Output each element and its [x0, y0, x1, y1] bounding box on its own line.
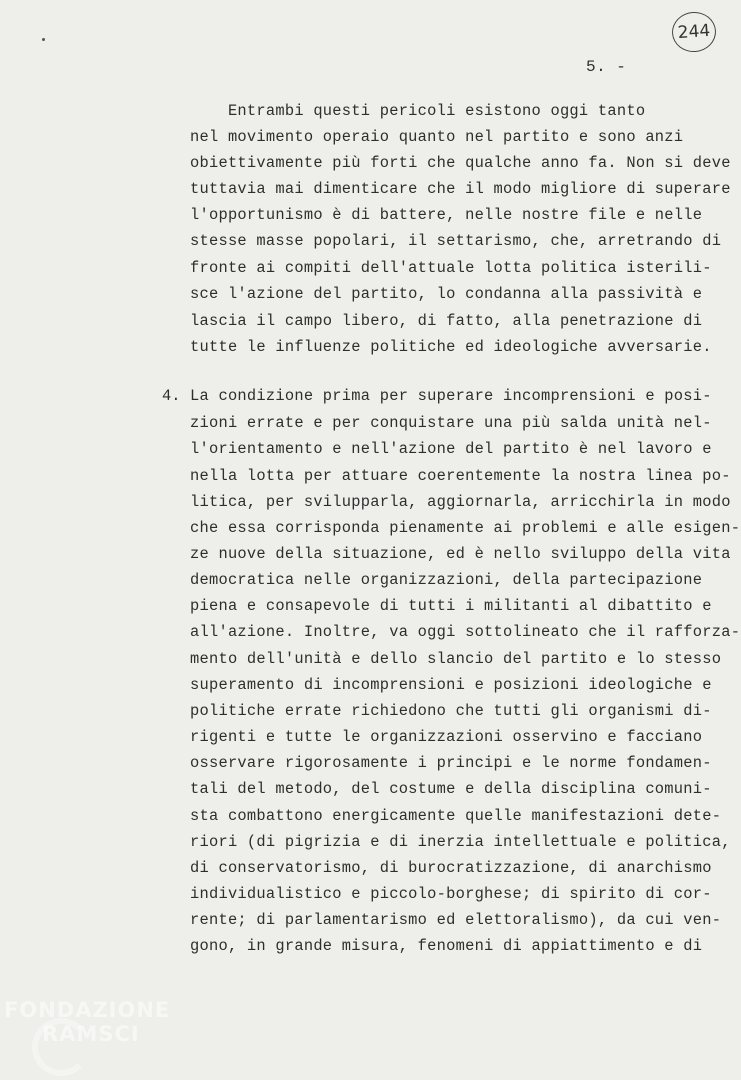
page-number: 5. -	[586, 58, 627, 76]
text-line: rente; di parlamentarismo ed elettoralismo), da cui ven-	[190, 911, 722, 929]
text-line: l'opportunismo è di battere, nelle nostre file e nelle	[190, 206, 703, 224]
text-line: lascia il campo libero, di fatto, alla penetrazione di	[190, 312, 703, 330]
text-line: tutte le influenze politiche ed ideologiche avversarie.	[190, 338, 712, 356]
text-line: osservare rigorosamente i principi e le norme fondamen-	[190, 754, 712, 772]
text-line: l'orientamento e nell'azione del partito è nel lavoro e	[190, 440, 712, 458]
text-line: piena e consapevole di tutti i militanti al dibattito e	[190, 597, 712, 615]
text-line: politiche errate richiedono che tutti gli organismi di-	[190, 702, 712, 720]
text-line: superamento di incomprensioni e posizioni ideologiche e	[190, 676, 712, 694]
text-line: individualistico e piccolo-borghese; di spirito di cor-	[190, 885, 712, 903]
text-line: all'azione. Inoltre, va oggi sottolineato che il rafforza-	[190, 623, 741, 641]
text-line: tali del metodo, del costume e della disciplina comuni-	[190, 780, 712, 798]
text-line: riori (di pigrizia e di inerzia intellettuale e politica,	[190, 833, 731, 851]
text-line: zioni errate e per conquistare una più salda unità nel-	[190, 414, 712, 432]
ink-speck	[42, 38, 45, 41]
text-line: mento dell'unità e dello slancio del partito e lo stesso	[190, 650, 722, 668]
text-line: sta combattono energicamente quelle manifestazioni dete-	[190, 807, 722, 825]
text-line: nel movimento operaio quanto nel partito e sono anzi	[190, 128, 684, 146]
text-line: fronte ai compiti dell'attuale lotta politica isterili-	[190, 259, 712, 277]
archive-page-stamp: 244	[671, 11, 718, 54]
text-line: stesse masse popolari, il settarismo, che, arretrando di	[190, 232, 722, 250]
watermark-line-2: RAMSCI	[42, 1022, 140, 1046]
text-line: Entrambi questi pericoli esistono oggi tanto	[190, 102, 646, 120]
text-line: nella lotta per attuare coerentemente la nostra linea po-	[190, 467, 731, 485]
watermark	[4, 998, 194, 1046]
text-line: tuttavia mai dimenticare che il modo migliore di superare	[190, 180, 731, 198]
text-line: di conservatorismo, di burocratizzazione, di anarchismo	[190, 859, 712, 877]
text-line: La condizione prima per superare incomprensioni e posi-	[190, 387, 712, 405]
text-line: rigenti e tutte le organizzazioni osservino e facciano	[190, 728, 703, 746]
text-line: obiettivamente più forti che qualche anno fa. Non si deve	[190, 154, 731, 172]
text-line: ze nuove della situazione, ed è nello sviluppo della vita	[190, 545, 731, 563]
text-line: litica, per svilupparla, aggiornarla, arricchirla in modo	[190, 493, 731, 511]
section-number: 4.	[162, 387, 181, 405]
text-line: democratica nelle organizzazioni, della partecipazione	[190, 571, 703, 589]
text-line: sce l'azione del partito, lo condanna alla passività e	[190, 285, 703, 303]
watermark-line-1: FONDAZIONE	[4, 998, 171, 1022]
text-line: che essa corrisponda pienamente ai problemi e alle esigen-	[190, 519, 741, 537]
text-line: gono, in grande misura, fenomeni di appiattimento e di	[190, 937, 703, 955]
